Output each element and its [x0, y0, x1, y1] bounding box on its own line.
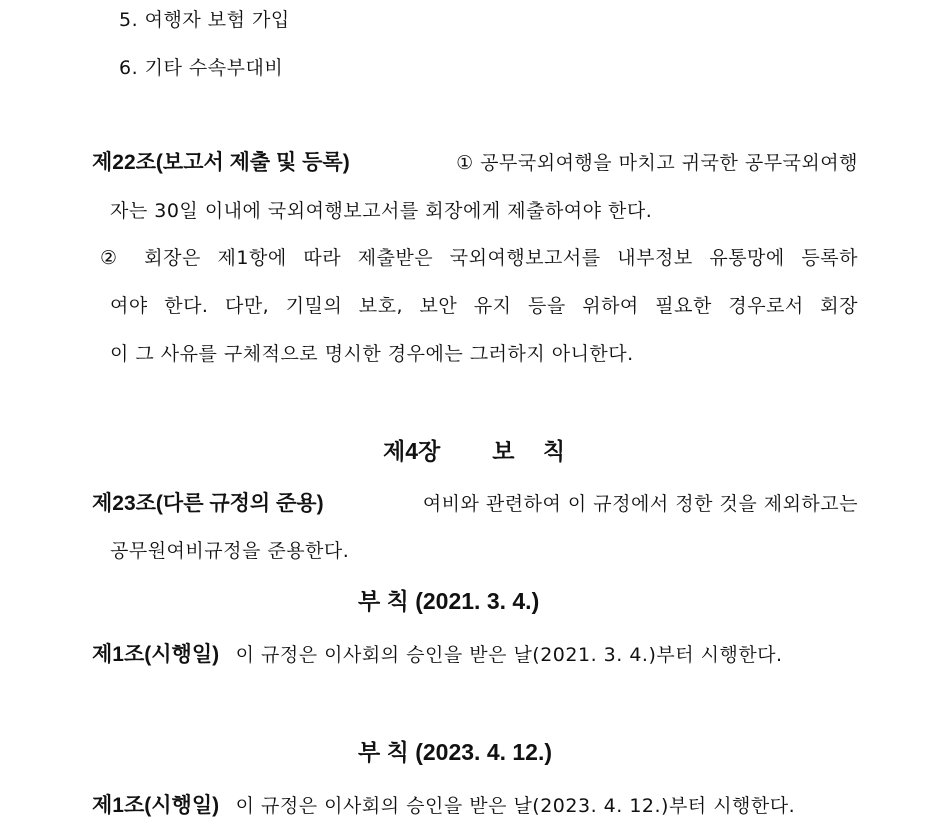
list-item-5: 5. 여행자 보험 가입	[119, 9, 290, 31]
addendum-2023-article-1	[92, 793, 795, 819]
list-item	[119, 55, 283, 81]
article-22-p2-line2: 여야 한다. 다만, 기밀의 보호, 보안 유지 등을 위하여 필요한 경우로서 회장	[110, 295, 858, 317]
chapter-heading	[383, 436, 565, 466]
addendum-2021-article-1	[92, 642, 783, 668]
addendum-2021-title: 제1조(시행일)	[92, 643, 220, 666]
article-23-title: 제23조(다른 규정의 준용)	[92, 492, 324, 515]
addendum-2023-text: 이 규정은 이사회의 승인을 받은 날(2023. 4. 12.)부터 시행한다.	[235, 795, 796, 817]
article-22-p2-line3: 이 그 사유를 구체적으로 명시한 경우에는 그러하지 아니한다.	[110, 343, 634, 365]
article-23-line2: 공무원여비규정을 준용한다.	[110, 540, 350, 562]
article-23-first-line	[92, 491, 858, 517]
chapter-number: 제4장	[383, 438, 441, 464]
article-22-title: 제22조(보고서 제출 및 등록)	[92, 151, 350, 174]
chapter-name: 보 칙	[492, 438, 566, 464]
article-22-p2-line1: ② 회장은 제1항에 따라 제출받은 국외여행보고서를 내부정보 유통망에 등록하	[100, 247, 858, 269]
list-item	[119, 7, 290, 33]
addendum-heading-2021: 부 칙 (2021. 3. 4.)	[358, 588, 540, 614]
addendum-2023-title: 제1조(시행일)	[92, 794, 220, 817]
addendum-heading-2023: 부 칙 (2023. 4. 12.)	[358, 739, 553, 765]
article-23-line1: 여비와 관련하여 이 규정에서 정한 것을 제외하고는	[422, 493, 858, 515]
article-22-p1-line1: ① 공무국외여행을 마치고 귀국한 공무국외여행	[456, 152, 858, 174]
article-22-p1-line2: 자는 30일 이내에 국외여행보고서를 회장에게 제출하여야 한다.	[110, 200, 653, 222]
article-22-first-line	[92, 150, 858, 176]
list-item-6: 6. 기타 수속부대비	[119, 57, 284, 79]
addendum-2021-text: 이 규정은 이사회의 승인을 받은 날(2021. 3. 4.)부터 시행한다.	[235, 644, 783, 666]
